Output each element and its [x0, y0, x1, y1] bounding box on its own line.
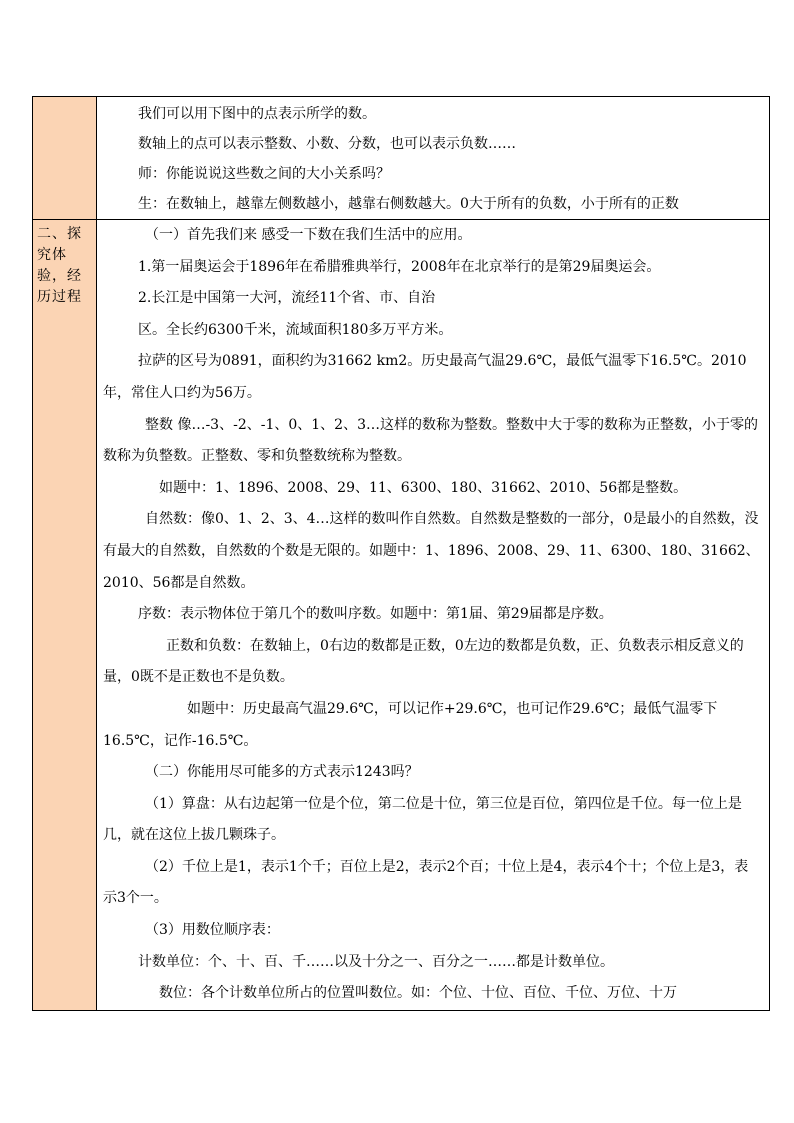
section-label: 二、探究体验，经历过程 — [37, 226, 82, 305]
lesson-table — [32, 96, 770, 1011]
section-label-cell — [33, 220, 97, 1011]
table-row — [33, 220, 770, 1011]
paragraph: （二）你能用尽可能多的方式表示1243吗？ — [145, 764, 419, 781]
paragraph: 数位：各个计数单位所占的位置叫数位。如：个位、十位、百位、千位、万位、十万 — [159, 985, 677, 1002]
paragraph: 数轴上的点可以表示整数、小数、分数，也可以表示负数…… — [138, 136, 516, 152]
paragraph: （2）千位上是1，表示1个千；百位上是2，表示2个百；十位上是4，表示4个十；个位上是3，表示3个一。 — [103, 858, 749, 907]
paragraph: 如题中：1、1896、2008、29、11、6300、180、31662、2010、56都是整数。 — [159, 479, 688, 496]
section-label — [33, 97, 96, 101]
paragraph: 区。全长约6300千米，流域面积180多万平方米。 — [138, 321, 453, 338]
paragraph: 如题中：历史最高气温29.6℃，可以记作+29.6℃，也可记作29.6℃；最低气温零下16.5℃，记作-16.5℃。 — [103, 700, 718, 749]
paragraph: 整数 像…-3、-2、-1、0、1、2、3…这样的数称为整数。整数中大于零的数称为正整数，小于零的数称为负整数。正整数、零和负整数统称为整数。 — [103, 416, 758, 465]
paragraph: 1.第一届奥运会于1896年在希腊雅典举行，2008年在北京举行的是第29届奥运会。 — [138, 258, 661, 275]
paragraph: 正数和负数：在数轴上，0右边的数都是正数，0左边的数都是负数，正、负数表示相反意义的量，0既不是正数也不是负数。 — [103, 637, 744, 686]
section-label-cell — [33, 97, 97, 220]
paragraph: （3）用数位顺序表： — [145, 922, 280, 939]
paragraph: 计数单位：个、十、百、千……以及十分之一、百分之一……都是计数单位。 — [138, 953, 614, 970]
paragraph: 生：在数轴上，越靠左侧数越小，越靠右侧数越大。0大于所有的负数，小于所有的正数 — [138, 196, 679, 212]
paragraph: （1）算盘：从右边起第一位是个位，第二位是十位，第三位是百位，第四位是千位。每一位上是几，就在这位上拔几颗珠子。 — [103, 795, 742, 844]
paragraph: （一）首先我们来 感受一下数在我们生活中的应用。 — [145, 227, 472, 243]
paragraph: 师：你能说说这些数之间的大小关系吗？ — [138, 166, 390, 182]
table-row — [33, 97, 770, 220]
paragraph: 自然数：像0、1、2、3、4…这样的数叫作自然数。自然数是整数的一部分，0是最小的自然数，没有最大的自然数，自然数的个数是无限的。如题中：1、1896、2008、29、11、6300、180、31662、2010、56都是自然数。 — [103, 511, 760, 591]
content-cell — [97, 97, 770, 220]
paragraph: 我们可以用下图中的点表示所学的数。 — [138, 106, 376, 122]
content-cell — [97, 220, 770, 1011]
paragraph: 2.长江是中国第一大河，流经11个省、市、自治 — [138, 290, 436, 307]
paragraph: 拉萨的区号为0891，面积约为31662 km2。历史最高气温29.6℃，最低气温零下16.5℃。2010年，常住人口约为56万。 — [103, 353, 747, 401]
paragraph: 序数：表示物体位于第几个的数叫序数。如题中：第1届、第29届都是序数。 — [138, 606, 613, 623]
